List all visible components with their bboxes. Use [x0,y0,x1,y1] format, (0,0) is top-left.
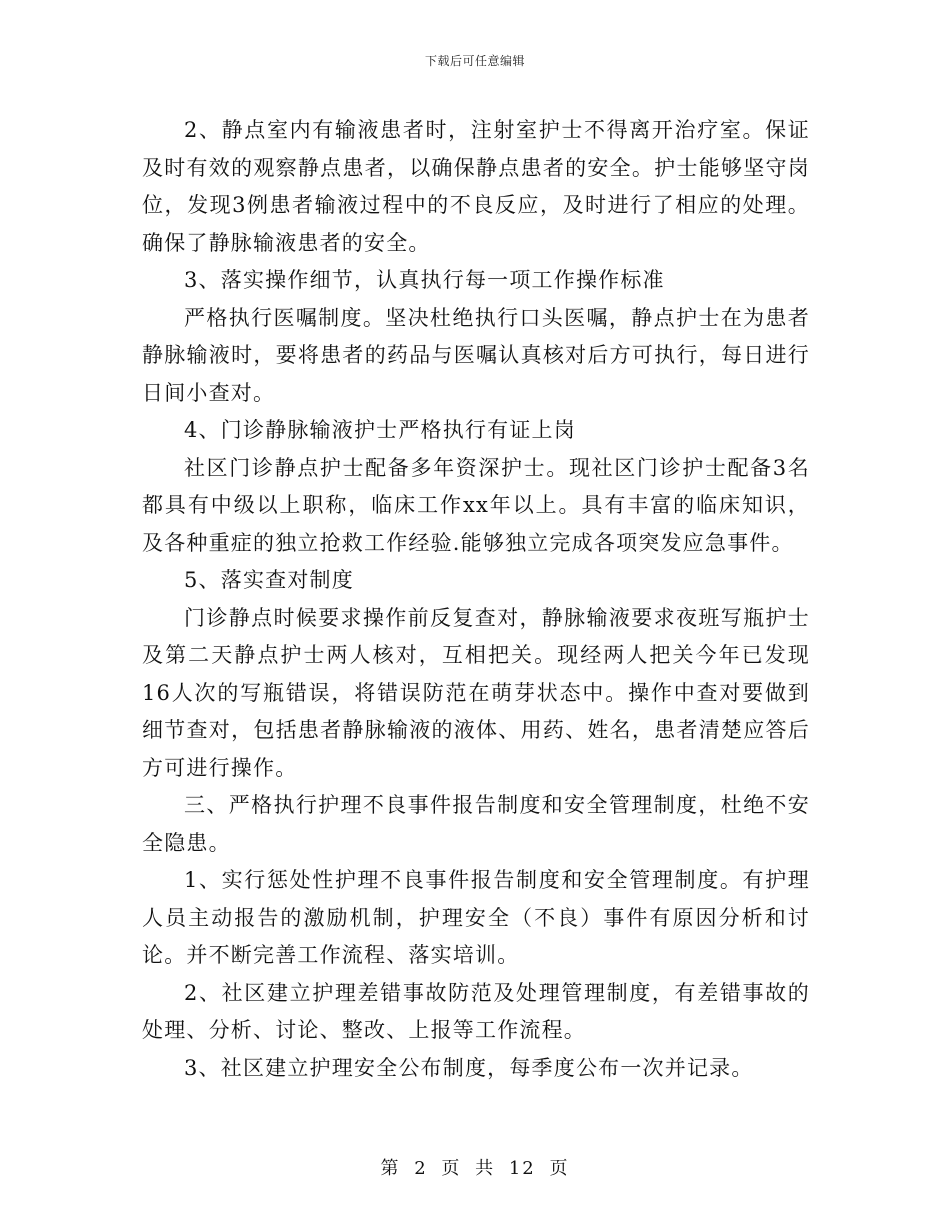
page-number-footer: 第 2 页 共 12 页 [380,1158,570,1179]
paragraph-7: 门诊静点时候要求操作前反复查对，静脉输液要求夜班写瓶护士及第二天静点护士两人核对，互相把关。现经两人把关今年已发现16人次的写瓶错误，将错误防范在萌芽状态中。操作中查对要做到细节查对，包括患者静脉输液的液体、用药、姓名，患者清楚应答后方可进行操作。 [142,605,810,780]
paragraph-10: 2、社区建立护理差错事故防范及处理管理制度，有差错事故的处理、分析、讨论、整改、上报等工作流程。 [142,980,810,1042]
paragraph-1: 2、静点室内有输液患者时，注射室护士不得离开治疗室。保证及时有效的观察静点患者，以确保静点患者的安全。护士能够坚守岗位，发现3例患者输液过程中的不良反应，及时进行了相应的处理。确保了静脉输液患者的安全。 [142,118,810,255]
paragraph-6: 5、落实查对制度 [184,568,354,592]
paragraph-4: 4、门诊静脉输液护士严格执行有证上岗 [184,418,576,442]
paragraph-8: 三、严格执行护理不良事件报告制度和安全管理制度，杜绝不安全隐患。 [142,793,810,855]
paragraph-5: 社区门诊静点护士配备多年资深护士。现社区门诊护士配备3名都具有中级以上职称，临床工作xx年以上。具有丰富的临床知识，及各种重症的独立抢救工作经验.能够独立完成各项突发应急事件。 [142,455,810,555]
paragraph-2: 3、落实操作细节，认真执行每一项工作操作标准 [184,268,665,292]
document-body [142,112,810,1087]
header-note: 下载后可任意编辑 [424,54,525,68]
paragraph-11: 3、社区建立护理安全公布制度，每季度公布一次并记录。 [184,1055,754,1080]
paragraph-3: 严格执行医嘱制度。坚决杜绝执行口头医嘱，静点护士在为患者静脉输液时，要将患者的药品与医嘱认真核对后方可执行，每日进行日间小查对。 [142,305,810,405]
paragraph-9: 1、实行惩处性护理不良事件报告制度和安全管理制度。有护理人员主动报告的激励机制，护理安全（不良）事件有原因分析和讨论。并不断完善工作流程、落实培训。 [142,868,810,967]
